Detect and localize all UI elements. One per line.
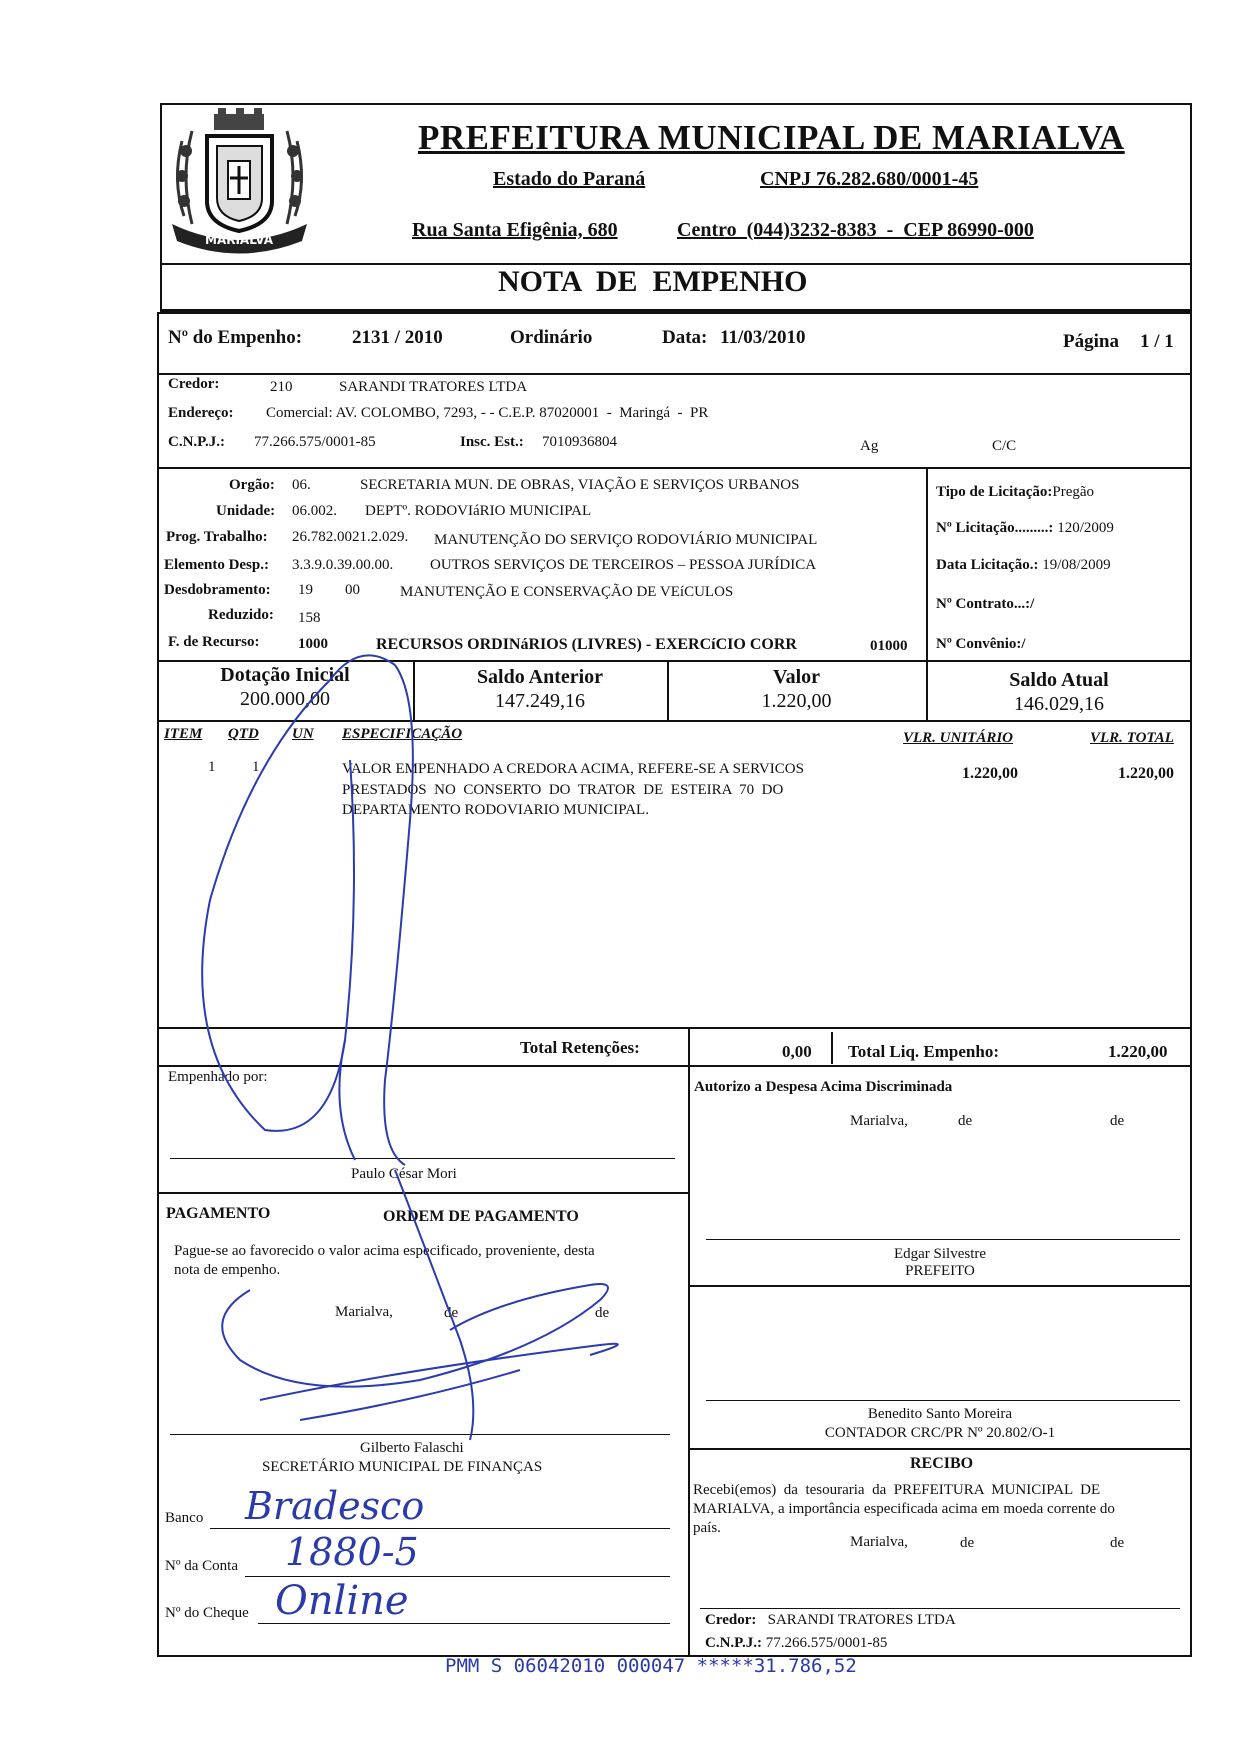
creditor-address-label: Endereço:: [168, 405, 234, 421]
pagamento-label: PAGAMENTO: [166, 1205, 271, 1222]
saldo-atual-label: Saldo Atual: [1009, 669, 1109, 691]
empenhado-name: Paulo César Mori: [351, 1166, 457, 1182]
creditor-cc-label: C/C: [992, 438, 1017, 454]
conta-line: [245, 1576, 670, 1577]
licitacao-date-label: Data Licitação.:: [936, 557, 1039, 573]
prefeito-signature-line: [706, 1239, 1180, 1240]
recibo-divider: [689, 1448, 1191, 1450]
address-label: Rua Santa Efigênia, 680: [412, 219, 618, 241]
licitacao-type-value: Pregão: [1052, 484, 1095, 500]
recibo-credor-label: Credor:: [705, 1612, 757, 1628]
fonte-recurso-code2: 01000: [870, 638, 908, 654]
liquido-label: Total Liq. Empenho:: [848, 1042, 999, 1061]
svg-text:MARIALVA: MARIALVA: [205, 233, 273, 247]
conta-handwritten: 1880-5: [285, 1530, 419, 1574]
fonte-recurso-code: 1000: [298, 636, 328, 652]
recibo-cnpj-value: 77.266.575/0001-85: [765, 1635, 888, 1651]
col-spec: ESPECIFICAÇÃO: [342, 726, 463, 742]
reduzido-label: Reduzido:: [208, 607, 274, 623]
licitacao-date: [936, 557, 1111, 574]
pagamento-text2: nota de empenho.: [174, 1262, 281, 1278]
licitacao-number: [936, 520, 1114, 537]
totals-bottom-divider: [158, 1065, 1191, 1067]
banco-handwritten: Bradesco: [245, 1484, 425, 1528]
empenho-number-label: Nº do Empenho:: [168, 327, 303, 348]
pagamento-de2: de: [595, 1305, 610, 1321]
licitacao-number-value: 120/2009: [1057, 520, 1114, 536]
retencoes-value: 0,00: [782, 1042, 812, 1061]
licitacao-date-value: 19/08/2009: [1042, 557, 1111, 573]
ordem-pagamento-label: ORDEM DE PAGAMENTO: [383, 1208, 579, 1225]
creditor-name: SARANDI TRATORES LTDA: [339, 379, 528, 395]
prefeito-name: Edgar Silvestre: [893, 1246, 987, 1262]
licitacao-type-label: Tipo de Licitação:: [936, 484, 1053, 500]
totals-v2: [831, 1032, 833, 1064]
balances-top-divider: [158, 660, 1191, 662]
totals-top-divider: [158, 1027, 1191, 1029]
convenio-label: Nº Convênio:/: [936, 636, 1026, 652]
unidade-code: 06.002.: [292, 503, 337, 519]
item-unit-value: 1.220,00: [962, 765, 1018, 782]
saldo-atual-value: 146.029,16: [1014, 693, 1104, 715]
empenhado-signature-line: [170, 1158, 675, 1159]
autorizo-label: Autorizo a Despesa Acima Discriminada: [694, 1079, 953, 1095]
pagamento-de1: de: [444, 1305, 459, 1321]
liquido-value: 1.220,00: [1108, 1042, 1168, 1061]
empenho-divider: [158, 373, 1191, 375]
prog-code: 26.782.0021.2.029.: [292, 529, 409, 545]
middle-vdivider: [688, 1066, 690, 1656]
creditor-cnpj-label: C.N.P.J.:: [168, 434, 225, 450]
contador-role: CONTADOR CRC/PR Nº 20.802/O-1: [824, 1425, 1056, 1441]
retencoes-label: Total Retenções:: [520, 1038, 640, 1057]
elemento-code: 3.3.9.0.39.00.00.: [292, 557, 394, 573]
recibo-text3: país.: [693, 1520, 721, 1536]
orgao-code: 06.: [292, 477, 311, 493]
cheque-label: Nº do Cheque: [165, 1605, 249, 1621]
banco-line: [210, 1528, 670, 1529]
item-qty: 1: [252, 759, 260, 775]
col-total-value: VLR. TOTAL: [1090, 730, 1174, 746]
item-total-value: 1.220,00: [1118, 765, 1174, 782]
fonte-recurso-desc: RECURSOS ORDINáRIOS (LIVRES) - EXERCíCIO CORR: [376, 636, 797, 653]
recibo-signature-line: [700, 1608, 1180, 1609]
valor-value: 1.220,00: [761, 690, 832, 712]
elemento-label: Elemento Desp.:: [164, 557, 269, 573]
dotacao-value: 200.000,00: [240, 688, 330, 710]
recibo-cnpj: [705, 1635, 887, 1652]
page-number: 1 / 1: [1140, 331, 1174, 352]
orgao-label: Orgão:: [229, 477, 275, 493]
prefeito-divider: [689, 1285, 1191, 1287]
page-number-label: Página: [1063, 331, 1119, 352]
creditor-code: 210: [270, 379, 293, 395]
conta-label: Nº da Conta: [165, 1558, 238, 1574]
recibo-label: RECIBO: [910, 1455, 974, 1472]
recibo-credor-name: SARANDI TRATORES LTDA: [767, 1612, 956, 1628]
empenho-number: 2131 / 2010: [352, 327, 443, 348]
pagamento-text1: Pague-se ao favorecido o valor acima especificado, proveniente, desta: [174, 1243, 595, 1259]
contador-name: Benedito Santo Moreira: [867, 1406, 1013, 1422]
reduzido-code: 158: [298, 610, 321, 626]
financas-signature-line: [170, 1434, 670, 1435]
dotacao-label: Dotação Inicial: [220, 664, 350, 686]
recibo-cnpj-label: C.N.P.J.:: [705, 1635, 762, 1651]
desdobramento-desc: MANUTENÇÃO E CONSERVAÇÃO DE VEíCULOS: [400, 584, 734, 600]
creditor-address: Comercial: AV. COLOMBO, 7293, - - C.E.P. 87020001 - Maringá - PR: [266, 405, 709, 421]
state-label: Estado do Paraná: [493, 168, 646, 190]
creditor-label: Credor:: [168, 376, 220, 392]
elemento-desc: OUTROS SERVIÇOS DE TERCEIROS – PESSOA JURÍDICA: [430, 557, 817, 573]
creditor-cnpj: 77.266.575/0001-85: [254, 434, 376, 450]
contador-signature-line: [706, 1400, 1180, 1401]
creditor-ag-label: Ag: [860, 438, 879, 454]
pagamento-city: Marialva,: [335, 1304, 393, 1320]
footer-stamp: PMM S 06042010 000047 *****31.786,52: [445, 1655, 857, 1677]
cheque-handwritten: Online: [275, 1578, 409, 1624]
valor-label: Valor: [772, 666, 821, 688]
contrato-label: Nº Contrato...:/: [936, 596, 1035, 612]
recibo-de2: de: [1110, 1535, 1125, 1551]
creditor-ie-label: Insc. Est.:: [460, 434, 524, 450]
contact-label: Centro (044)3232-8383 - CEP 86990-000: [677, 219, 1034, 241]
empenho-date: 11/03/2010: [720, 327, 806, 348]
autorizo-city: Marialva,: [850, 1113, 908, 1129]
col-un: UN: [292, 726, 314, 742]
balances-bottom-divider: [158, 720, 1191, 722]
prog-label: Prog. Trabalho:: [166, 529, 268, 545]
prog-desc: MANUTENÇÃO DO SERVIÇO RODOVIÁRIO MUNICIPAL: [434, 532, 818, 548]
unidade-label: Unidade:: [216, 503, 276, 519]
unidade-desc: DEPTº. RODOVIáRIO MUNICIPAL: [365, 503, 592, 519]
col-item: ITEM: [164, 726, 203, 742]
recibo-credor: [705, 1612, 956, 1629]
empenho-date-label: Data:: [662, 327, 708, 348]
creditor-divider: [158, 467, 1191, 469]
fonte-recurso-label: F. de Recurso:: [168, 634, 260, 650]
document-title: NOTA DE EMPENHO: [498, 265, 808, 298]
item-number: 1: [208, 759, 216, 775]
empenho-type: Ordinário: [510, 327, 593, 348]
recibo-city: Marialva,: [850, 1534, 908, 1550]
autorizo-de1: de: [958, 1113, 973, 1129]
col-qtd: QTD: [228, 726, 259, 742]
cnpj-label: CNPJ 76.282.680/0001-45: [760, 168, 979, 190]
financas-name: Gilberto Falaschi: [360, 1440, 464, 1456]
totals-v1: [688, 1028, 690, 1066]
recibo-de1: de: [960, 1535, 975, 1551]
desdobramento-code1: 19: [298, 582, 313, 598]
autorizo-de2: de: [1110, 1113, 1125, 1129]
desdobramento-code2: 00: [345, 582, 360, 598]
creditor-ie: 7010936804: [542, 434, 617, 450]
empenhado-label: Empenhado por:: [168, 1069, 268, 1085]
col-unit-value: VLR. UNITÁRIO: [903, 730, 1014, 746]
orgao-desc: SECRETARIA MUN. DE OBRAS, VIAÇÃO E SERVIÇOS URBANOS: [360, 477, 800, 493]
desdobramento-label: Desdobramento:: [164, 582, 271, 598]
municipal-crest-icon: [162, 106, 317, 256]
financas-role: SECRETÁRIO MUNICIPAL DE FINANÇAS: [262, 1459, 543, 1475]
item-spec-line3: DEPARTAMENTO RODOVIARIO MUNICIPAL.: [342, 802, 649, 818]
item-spec-line2: PRESTADOS NO CONSERTO DO TRATOR DE ESTEIRA 70 DO: [342, 782, 784, 798]
prefeito-role: PREFEITO: [905, 1263, 975, 1279]
page-title: PREFEITURA MUNICIPAL DE MARIALVA: [418, 118, 1125, 157]
saldo-anterior-label: Saldo Anterior: [476, 666, 604, 688]
licitacao-number-label: Nº Licitação.........:: [936, 520, 1054, 536]
recibo-text1: Recebi(emos) da tesouraria da PREFEITURA MUNICIPAL DE: [693, 1482, 1101, 1498]
banco-label: Banco: [165, 1510, 204, 1526]
recibo-text2: MARIALVA, a importância especificada acima em moeda corrente do: [693, 1501, 1115, 1517]
empenhado-divider: [158, 1192, 688, 1194]
item-spec-line1: VALOR EMPENHADO A CREDORA ACIMA, REFERE-SE A SERVICOS: [342, 761, 804, 777]
licitacao-type: [936, 484, 1094, 501]
saldo-anterior-value: 147.249,16: [495, 690, 585, 712]
